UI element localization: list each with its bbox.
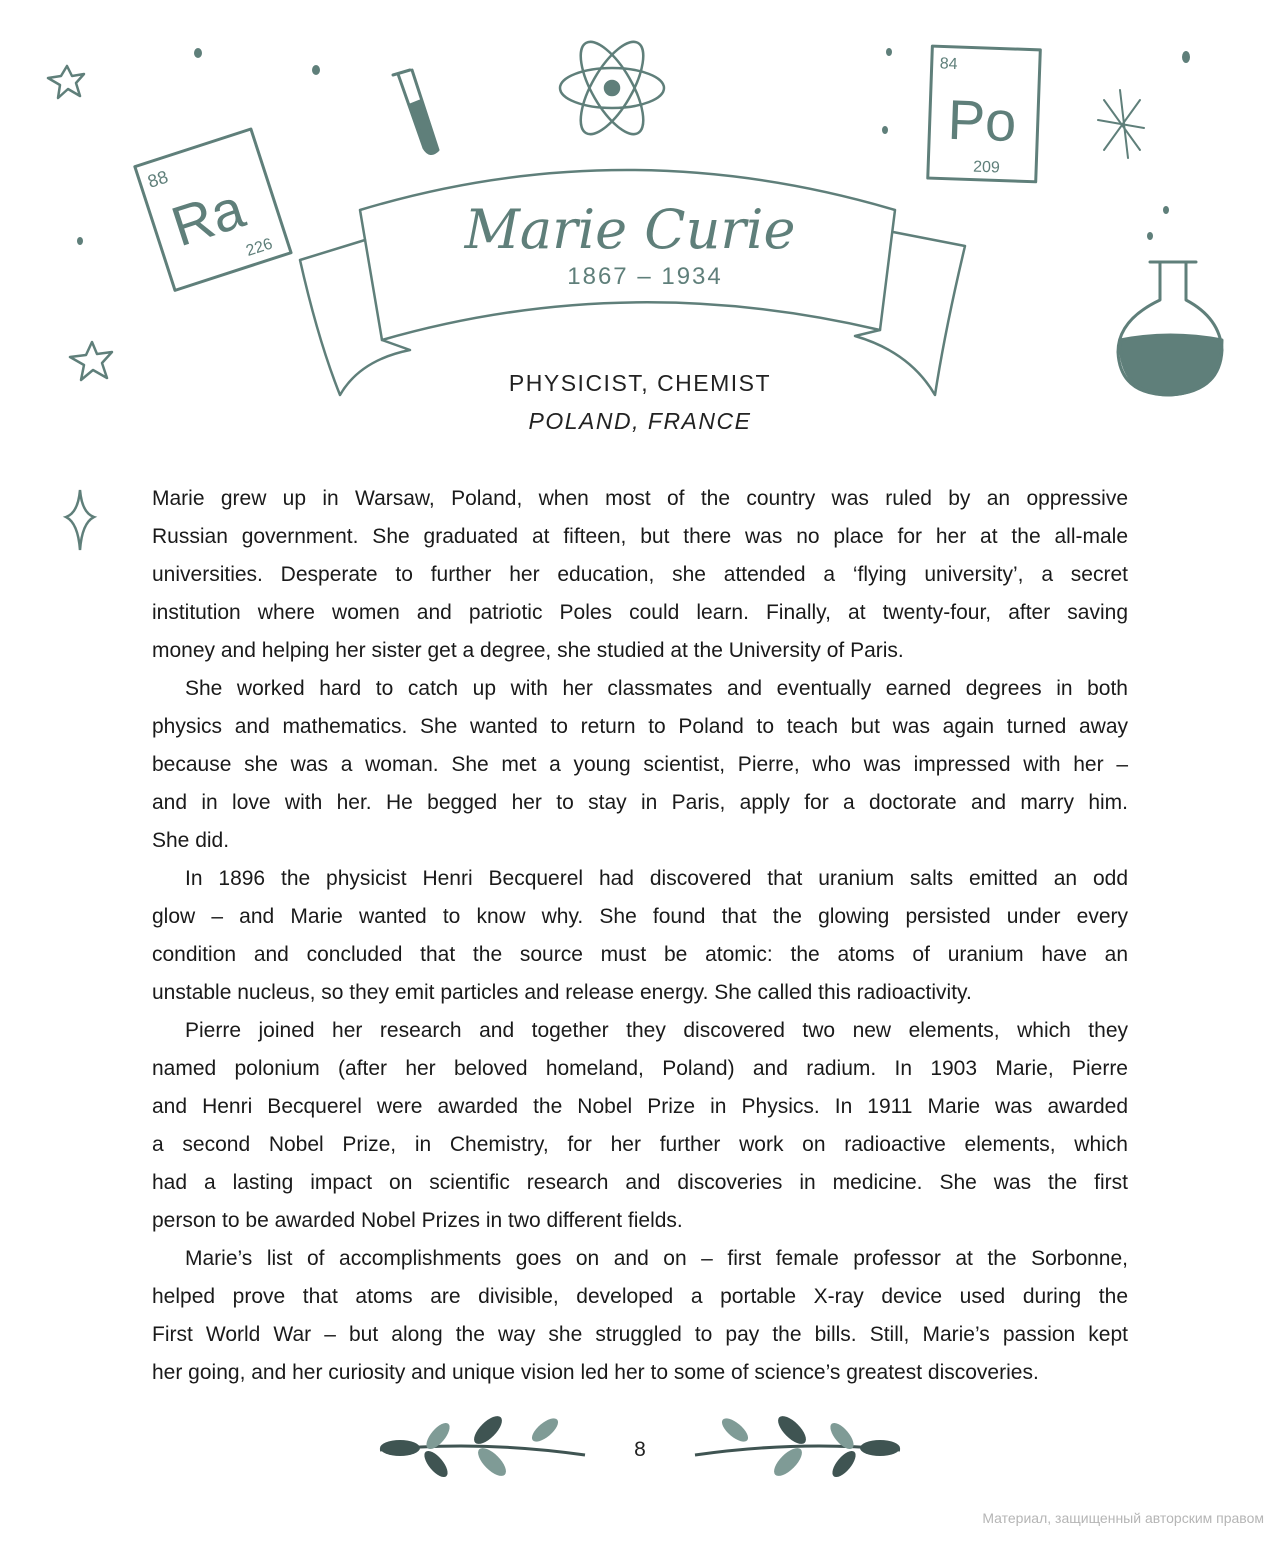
- text-line: condition and concluded that the source must be atomic: the atoms of uranium have an: [152, 943, 1128, 966]
- title-dates: 1867 – 1934: [567, 263, 723, 290]
- text-line: her going, and her curiosity and unique vision led her to some of science’s greatest discoveries.: [152, 1361, 1039, 1384]
- sparkle-icon: [60, 485, 100, 555]
- leaf-branch-left-icon: [380, 1412, 585, 1481]
- text-line: named polonium (after her beloved homeland, Poland) and radium. In 1903 Marie, Pierre: [152, 1057, 1128, 1080]
- text-line: In 1896 the physicist Henri Becquerel had discovered that uranium salts emitted an odd: [185, 867, 1128, 890]
- text-line: and Henri Becquerel were awarded the Nobel Prize in Physics. In 1911 Marie was awarded: [152, 1095, 1128, 1118]
- asterisk-star-icon: [1098, 90, 1144, 158]
- svg-text:Ra: Ra: [164, 176, 252, 259]
- text-line: First World War – but along the way she struggled to pay the bills. Still, Marie’s passion kept: [152, 1323, 1128, 1346]
- text-line: Russian government. She graduated at fifteen, but there was no place for her at the all-male: [152, 525, 1128, 548]
- leaf-branch-right-icon: [695, 1412, 900, 1481]
- text-line: glow – and Marie wanted to know why. She found that the glowing persisted under every: [152, 905, 1128, 928]
- occupation: PHYSICIST, CHEMIST: [508, 370, 772, 396]
- test-tube-icon: [393, 70, 438, 154]
- countries: POLAND, FRANCE: [528, 408, 752, 434]
- text-line: Pierre joined her research and together they discovered two new elements, which they: [185, 1019, 1128, 1042]
- text-line: and in love with her. He begged her to stay in Paris, apply for a doctorate and marry him.: [152, 791, 1128, 814]
- svg-text:84: 84: [939, 55, 958, 74]
- svg-text:209: 209: [972, 158, 1001, 177]
- star-icon: [48, 66, 84, 98]
- text-line: universities. Desperate to further her education, she attended a ‘flying university’, a secret: [152, 563, 1128, 586]
- copyright-watermark: Материал, защищенный авторским правом: [982, 1510, 1264, 1526]
- text-line: person to be awarded Nobel Prizes in two different fields.: [152, 1209, 683, 1232]
- text-line: money and helping her sister get a degree, she studied at the University of Paris.: [152, 639, 904, 662]
- text-line: because she was a woman. She met a young scientist, Pierre, who was impressed with her –: [152, 753, 1128, 776]
- text-line: helped prove that atoms are divisible, developed a portable X-ray device used during the: [152, 1285, 1128, 1308]
- svg-text:Po: Po: [946, 87, 1018, 154]
- title-name: Marie Curie: [464, 198, 796, 261]
- text-line: She did.: [152, 829, 230, 852]
- text-line: institution where women and patriotic Poles could learn. Finally, at twenty-four, after saving: [152, 601, 1128, 624]
- text-line: had a lasting impact on scientific research and discoveries in medicine. She was the first: [152, 1171, 1128, 1194]
- biography-text: [152, 480, 1128, 1392]
- text-line: She worked hard to catch up with her classmates and eventually earned degrees in both: [185, 677, 1128, 700]
- polonium-element-card: [928, 46, 1041, 182]
- text-line: Marie’s list of accomplishments goes on and on – first female professor at the Sorbonne,: [185, 1247, 1128, 1270]
- text-line: physics and mathematics. She wanted to return to Poland to teach but was again turned away: [152, 715, 1128, 738]
- atom-icon: [560, 33, 664, 143]
- page-number: 8: [634, 1438, 646, 1461]
- svg-text:88: 88: [145, 166, 171, 192]
- radium-element-card: [135, 129, 291, 290]
- svg-text:226: 226: [243, 235, 275, 260]
- text-line: Marie grew up in Warsaw, Poland, when most of the country was ruled by an oppressive: [152, 487, 1128, 510]
- text-line: unstable nucleus, so they emit particles and release energy. She called this radioactivity.: [152, 981, 972, 1004]
- text-line: a second Nobel Prize, in Chemistry, for her further work on radioactive elements, which: [152, 1133, 1128, 1156]
